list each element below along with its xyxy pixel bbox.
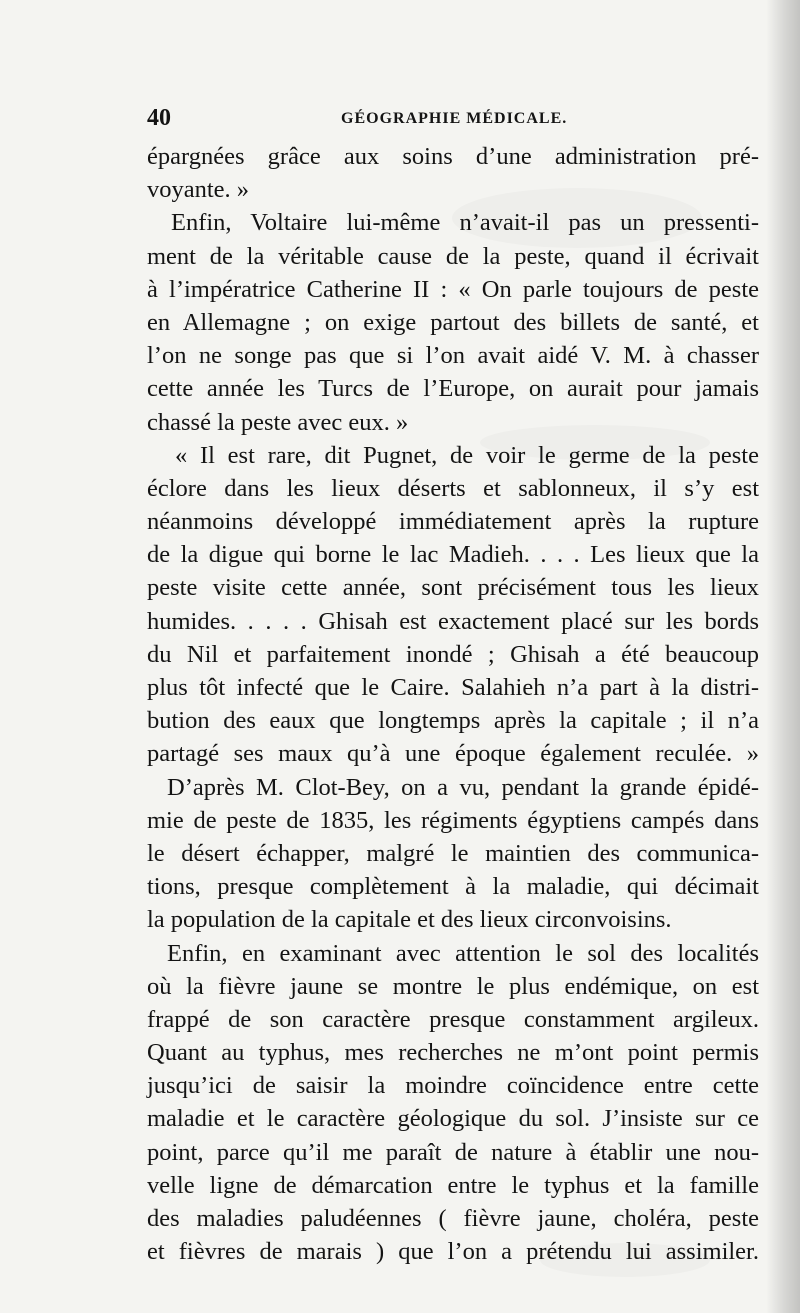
text-line: humides. . . . . Ghisah est exactement placé sur les bords xyxy=(147,607,759,635)
text-line: jusqu’ici de saisir la moindre coïncidence entre cette xyxy=(147,1072,759,1100)
text-line: « Il est rare, dit Pugnet, de voir le germe de la peste xyxy=(175,441,759,469)
text-line: chassé la peste avec eux. » xyxy=(147,408,409,436)
text-line: mie de peste de 1835, les régiments égyptiens campés dans xyxy=(147,806,759,834)
text-line: peste visite cette année, sont précisément tous les lieux xyxy=(147,574,759,602)
page-number: 40 xyxy=(147,105,171,131)
text-line: épargnées grâce aux soins d’une administration pré- xyxy=(147,143,759,170)
text-line: partagé ses maux qu’à une époque également reculée. » xyxy=(147,740,759,768)
text-line: à l’impératrice Catherine II : « On parle toujours de peste xyxy=(147,275,759,303)
page-edge-shadow xyxy=(766,0,800,1313)
text-line: Enfin, en examinant avec attention le sol des localités xyxy=(167,939,759,967)
text-line: éclore dans les lieux déserts et sablonneux, il s’y est xyxy=(147,474,759,502)
text-line: et fièvres de marais ) que l’on a prétendu lui assimiler. xyxy=(147,1238,759,1266)
text-line: Quant au typhus, mes recherches ne m’ont point permis xyxy=(147,1039,759,1067)
text-line: voyante. » xyxy=(147,176,250,204)
text-line: des maladies paludéennes ( fièvre jaune, choléra, peste xyxy=(147,1205,759,1232)
text-line: le désert échapper, malgré le maintien des communica- xyxy=(147,839,759,867)
text-line: en Allemagne ; on exige partout des billets de santé, et xyxy=(147,308,759,336)
body-text xyxy=(147,140,759,1295)
text-line: velle ligne de démarcation entre le typhus et la famille xyxy=(147,1171,759,1199)
text-line: l’on ne songe pas que si l’on avait aidé V. M. à chasser xyxy=(147,342,759,370)
text-line: D’après M. Clot-Bey, on a vu, pendant la grande épidé- xyxy=(167,773,759,801)
text-line: où la fièvre jaune se montre le plus endémique, on est xyxy=(147,972,759,1000)
text-line: plus tôt infecté que le Caire. Salahieh n’a part à la distri- xyxy=(147,674,759,701)
text-line: bution des eaux que longtemps après la capitale ; il n’a xyxy=(147,707,759,735)
text-line: maladie et le caractère géologique du sol. J’insiste sur ce xyxy=(147,1105,759,1133)
text-line: point, parce qu’il me paraît de nature à établir une nou- xyxy=(147,1138,759,1166)
text-line: néanmoins développé immédiatement après la rupture xyxy=(147,508,759,536)
text-line: frappé de son caractère presque constamment argileux. xyxy=(147,1005,759,1033)
text-line: de la digue qui borne le lac Madieh. . . . Les lieux que la xyxy=(147,541,759,569)
text-line: Enfin, Voltaire lui-même n’avait-il pas un pressenti- xyxy=(171,209,759,237)
text-line: ment de la véritable cause de la peste, quand il écrivait xyxy=(147,242,759,270)
text-line: du Nil et parfaitement inondé ; Ghisah a été beaucoup xyxy=(147,640,759,668)
page-header xyxy=(147,105,767,137)
text-line: cette année les Turcs de l’Europe, on aurait pour jamais xyxy=(147,375,759,403)
text-line: la population de la capitale et des lieux circonvoisins. xyxy=(147,906,672,934)
text-line: tions, presque complètement à la maladie, qui décimait xyxy=(147,873,759,901)
running-title: GÉOGRAPHIE MÉDICALE. xyxy=(341,110,568,127)
